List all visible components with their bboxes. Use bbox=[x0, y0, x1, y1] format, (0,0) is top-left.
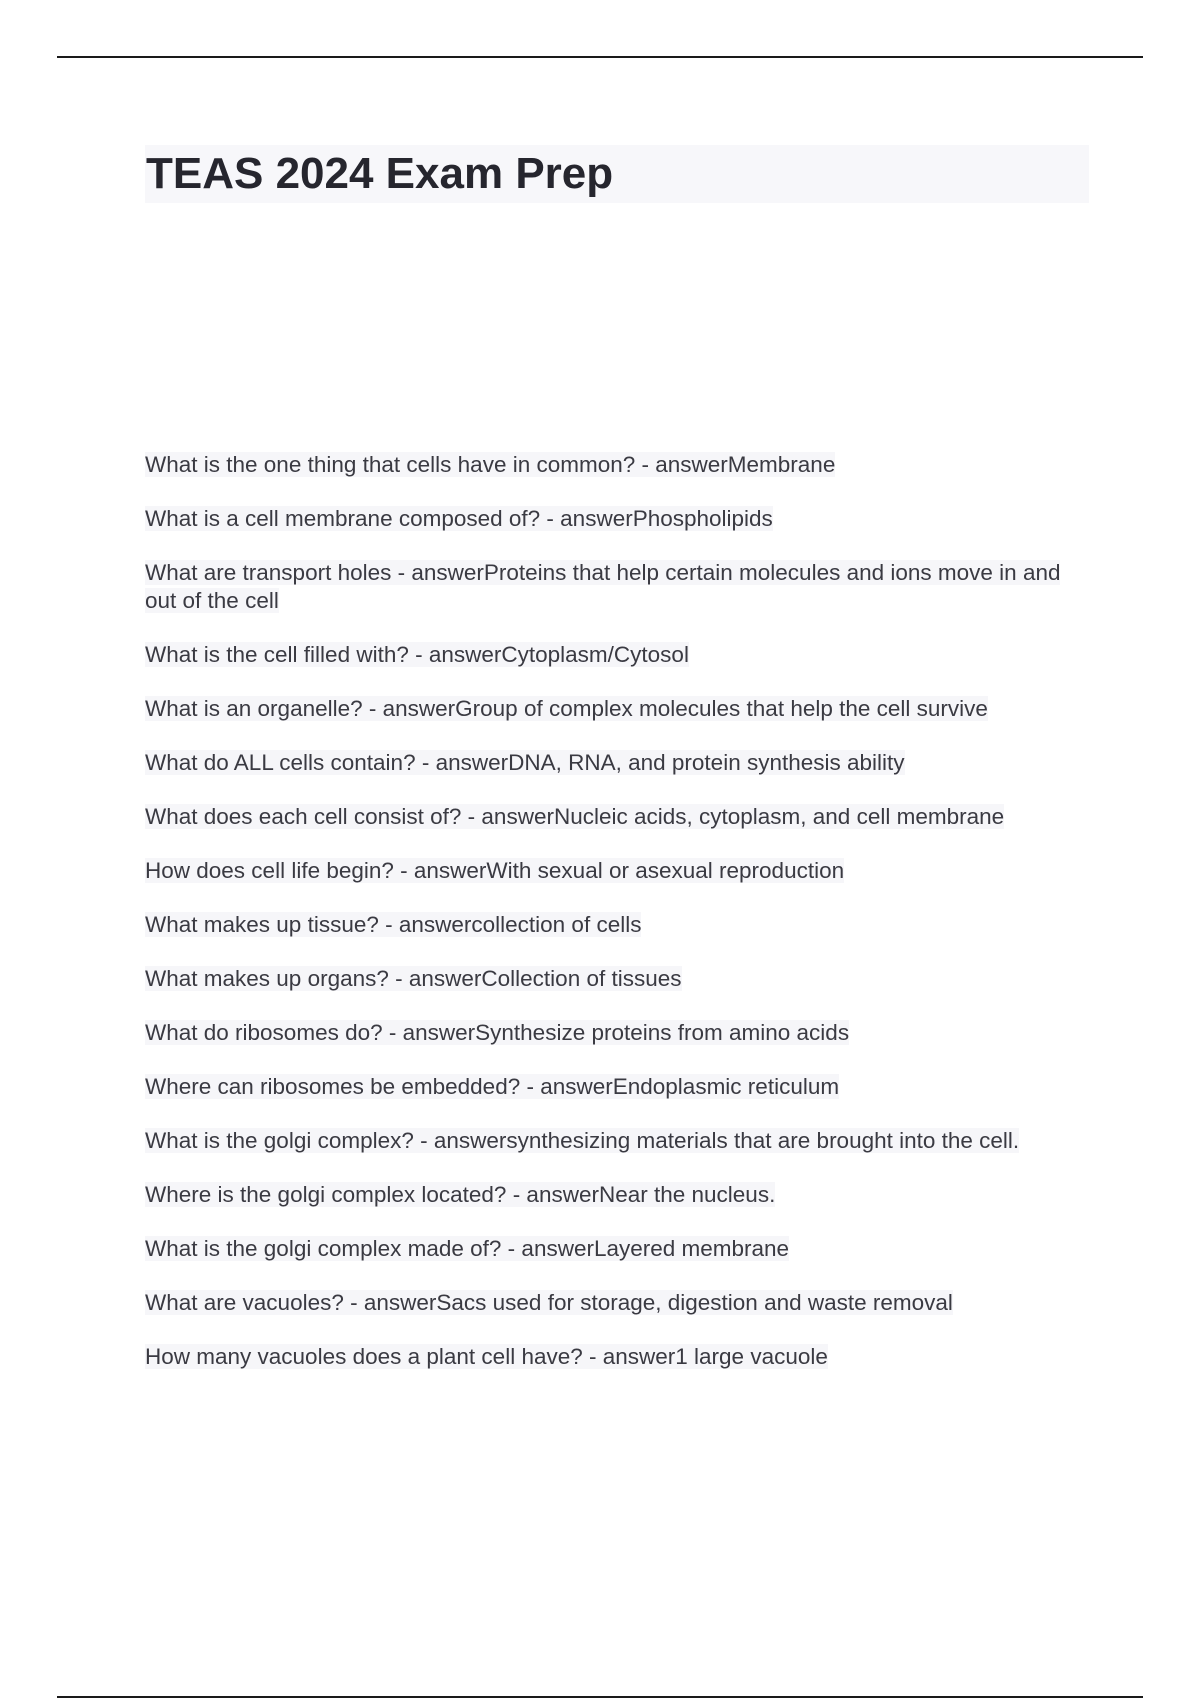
qa-text: Where can ribosomes be embedded? - answerEndoplasmic reticulum bbox=[145, 1074, 840, 1099]
qa-text: What is an organelle? - answerGroup of complex molecules that help the cell survive bbox=[145, 696, 988, 721]
qa-text: What are transport holes - answerProteins that help certain molecules and ions move in and out of the cell bbox=[145, 560, 1061, 613]
qa-text: What is a cell membrane composed of? - answerPhospholipids bbox=[145, 506, 773, 531]
qa-item bbox=[145, 559, 1090, 615]
qa-item bbox=[145, 803, 1090, 831]
page-title: TEAS 2024 Exam Prep bbox=[146, 149, 614, 198]
qa-text: Where is the golgi complex located? - answerNear the nucleus. bbox=[145, 1182, 776, 1207]
qa-item bbox=[145, 749, 1090, 777]
qa-item bbox=[145, 1019, 1090, 1047]
qa-text: What makes up organs? - answerCollection of tissues bbox=[145, 966, 682, 991]
qa-item bbox=[145, 1343, 1090, 1371]
qa-item bbox=[145, 911, 1090, 939]
qa-item bbox=[145, 1073, 1090, 1101]
qa-item bbox=[145, 695, 1090, 723]
qa-text: What is the golgi complex made of? - answerLayered membrane bbox=[145, 1236, 790, 1261]
qa-item bbox=[145, 641, 1090, 669]
qa-item bbox=[145, 505, 1090, 533]
qa-text: How many vacuoles does a plant cell have? - answer1 large vacuole bbox=[145, 1344, 828, 1369]
qa-item bbox=[145, 451, 1090, 479]
qa-item bbox=[145, 965, 1090, 993]
qa-item bbox=[145, 1289, 1090, 1317]
qa-text: What are vacuoles? - answerSacs used for storage, digestion and waste removal bbox=[145, 1290, 953, 1315]
qa-text: How does cell life begin? - answerWith sexual or asexual reproduction bbox=[145, 858, 845, 883]
qa-text: What do ALL cells contain? - answerDNA, RNA, and protein synthesis ability bbox=[145, 750, 905, 775]
qa-text: What makes up tissue? - answercollection of cells bbox=[145, 912, 642, 937]
qa-text: What is the one thing that cells have in common? - answerMembrane bbox=[145, 452, 836, 477]
qa-text: What is the golgi complex? - answersynthesizing materials that are brought into the cell. bbox=[145, 1128, 1020, 1153]
qa-text: What do ribosomes do? - answerSynthesize proteins from amino acids bbox=[145, 1020, 850, 1045]
qa-text: What is the cell filled with? - answerCytoplasm/Cytosol bbox=[145, 642, 689, 667]
bottom-divider bbox=[57, 1696, 1143, 1698]
qa-item bbox=[145, 1181, 1090, 1209]
qa-item bbox=[145, 1235, 1090, 1263]
question-answer-list bbox=[145, 451, 1090, 1397]
qa-text: What does each cell consist of? - answerNucleic acids, cytoplasm, and cell membrane bbox=[145, 804, 1005, 829]
top-divider bbox=[57, 56, 1143, 58]
qa-item bbox=[145, 1127, 1090, 1155]
qa-item bbox=[145, 857, 1090, 885]
